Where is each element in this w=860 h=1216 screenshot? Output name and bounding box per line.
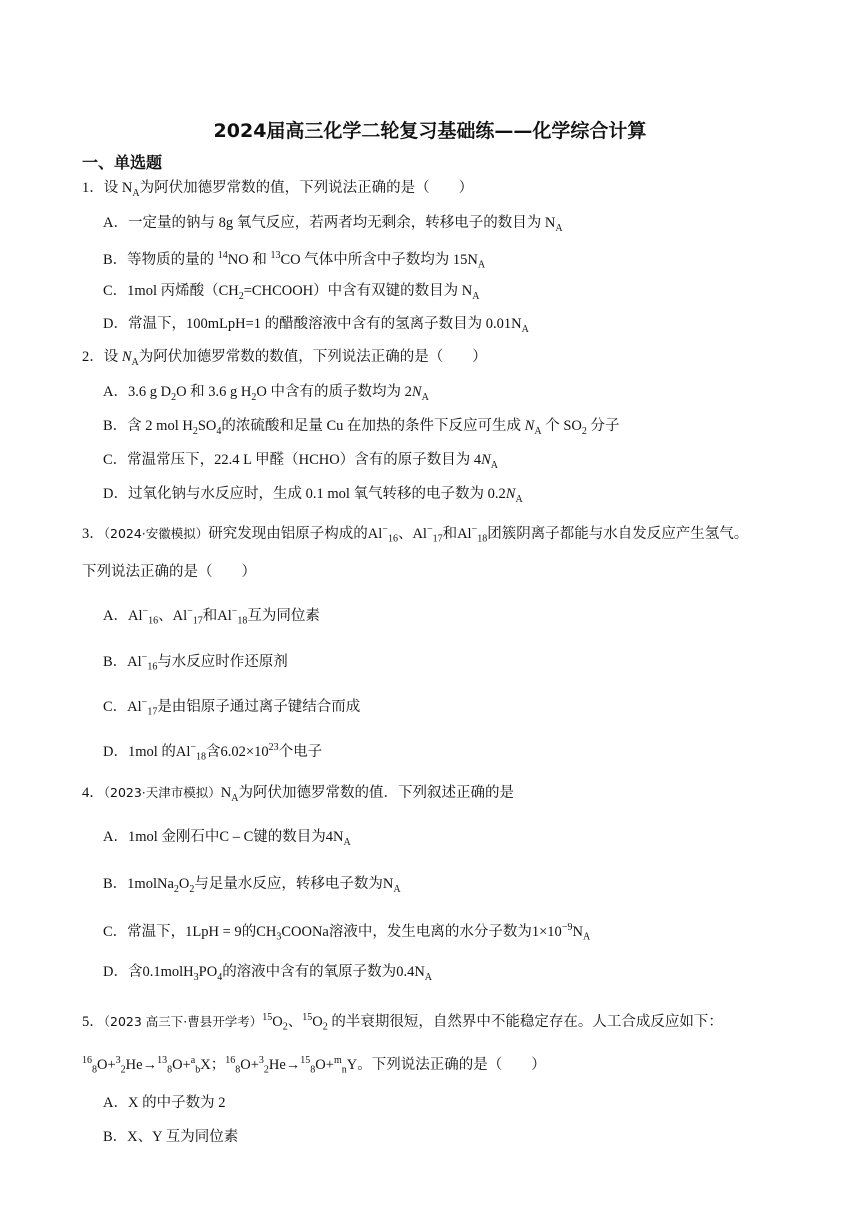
question-2-option-d: D．过氧化钠与水反应时，生成 0.1 mol 氧气转移的电子数为 $0.2N_A$ [103,486,523,505]
question-1-option-c: C．1mol 丙烯酸$(CH_2=CHCOOH)$中含有双键的数目为 $N_A$ [103,283,480,302]
question-4-option-d: D．含$0.1molH_3PO_4$的溶液中含有的氧原子数为$0.4N_A$ [103,964,433,983]
question-1-option-a: A．一定量的钠与 8g 氧气反应，若两者均无剩余，转移电子的数目为 $N_A$ [103,215,563,234]
question-5-stem: 5．（2023 高三下·曹县开学考）$^{15}O_2$、$^{15}O_2$ 的半衰期很短，自然界中不能稳定存在。人工合成反应如下： [82,1012,723,1033]
question-3-option-c: C．$Al^-_{17}$是由铝原子通过离子键结合而成 [103,697,361,718]
question-5-option-a: A．X 的中子数为 2 [103,1095,226,1111]
question-3-stem-line-2: 下列说法正确的是（ ） [82,564,256,580]
question-2-option-b: B．含 2 mol $H_2SO_4$的浓硫酸和足量 Cu 在加热的条件下反应可生成 $N_A$ 个 $SO_2$ 分子 [103,418,620,437]
question-1-option-b: B．等物质的量的 $^{14}$NO 和 $^{13}$CO 气体中所含中子数均为 $15N_A$ [103,250,486,271]
question-2-option-a: A．3.6 g $D_2O$ 和 3.6 g $H_2O$ 中含有的质子数均为 $2N_A$ [103,384,429,403]
question-1-stem: 1．设 $N_A$为阿伏加德罗常数的值，下列说法正确的是（ ） [82,180,474,199]
question-2-stem: 2．设 $N_A$为阿伏加德罗常数的数值，下列说法正确的是（ ） [82,349,487,368]
question-4-option-c: C．常温下，1LpH = 9的$CH_3COONa$溶液中，发生电离的水分子数为$1\times 10^{-9}N_A$ [103,922,591,943]
section-heading: 一、单选题 [82,153,163,172]
question-1-option-d: D．常温下，100mLpH=1 的醋酸溶液中含有的氢离子数目为 $0.01N_A$ [103,316,529,335]
question-5-reaction-line: $^{16}_8$O+$^3_2$He→$^{13}_8$O+$^a_b$X；$^{16}_8$O+$^3_2$He→$^{15}_8$O+$^m_n$Y。下列说法正确的是（ ） [82,1055,546,1076]
question-3-option-a: A．$Al^-_{16}$、$Al^-_{17}$和$Al^-_{18}$互为同位素 [103,606,320,627]
question-4-stem: 4．（2023·天津市模拟）$N_A$为阿伏加德罗常数的值．下列叙述正确的是 [82,785,515,804]
question-3-option-d: D．1mol 的$Al^-_{18}$含$6.02\times 10^{23}$个电子 [103,742,323,763]
question-2-option-c: C．常温常压下，22.4 L 甲醛（HCHO）含有的原子数目为 $4N_A$ [103,452,498,471]
question-3-stem: 3．（2024·安徽模拟）研究发现由铝原子构成的$Al^-_{16}$、$Al^-_{17}$和$Al^-_{18}$团簇阴离子都能与水自发反应产生氢气。 [82,524,749,545]
page-title: 2024届高三化学二轮复习基础练——化学综合计算 [213,120,647,142]
question-5-option-b: B．X、Y 互为同位素 [103,1129,239,1145]
question-3-option-b: B．$Al^-_{16}$与水反应时作还原剂 [103,652,288,673]
question-4-option-a: A．1mol 金刚石中C – C键的数目为$4N_A$ [103,829,351,848]
question-4-option-b: B．$1molNa_2O_2$与足量水反应，转移电子数为$N_A$ [103,876,401,895]
